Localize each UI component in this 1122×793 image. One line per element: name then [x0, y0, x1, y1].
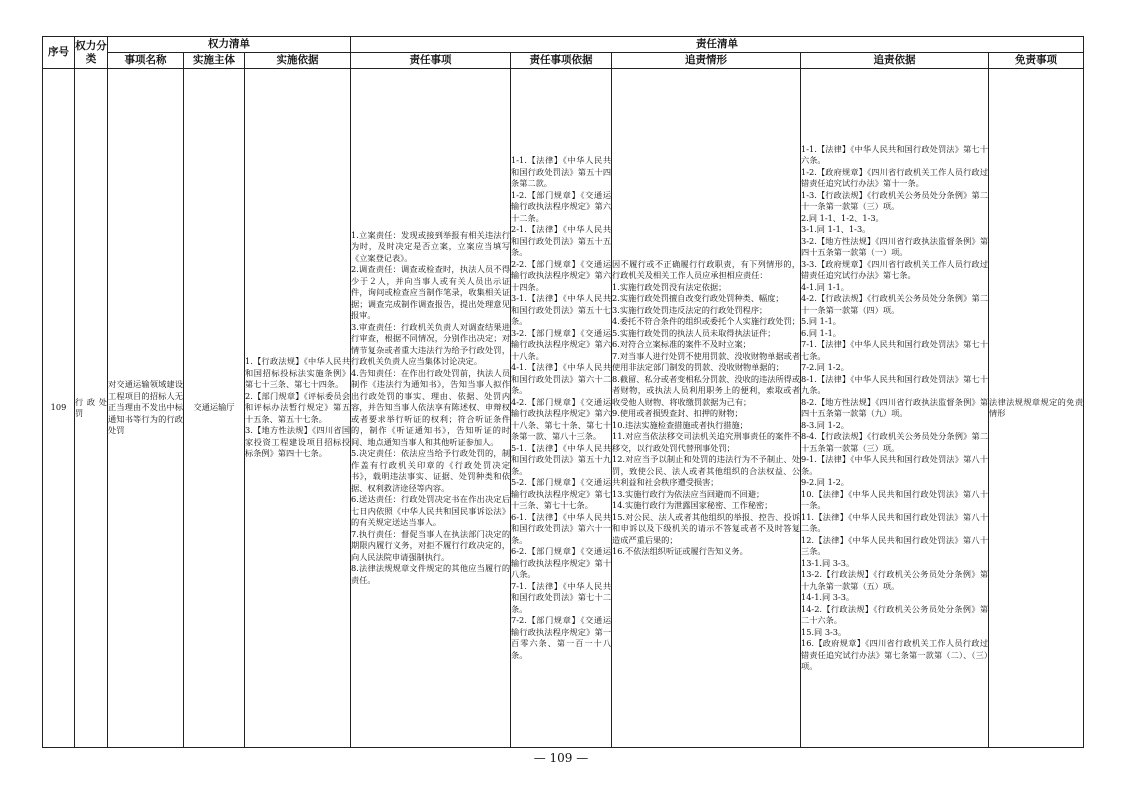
list-item: 7-2.同 1-2。: [801, 362, 849, 372]
cell-acc-basis: [801, 69, 989, 748]
list-item: 13.实施行政行为依法应当回避而不回避；: [612, 488, 765, 499]
list-item: 5-1.【法律】《中华人民共和国行政处罚法》第五十九条。: [511, 442, 612, 476]
cell-item-name: 对交通运输领域建设工程项目的招标人无正当理由不发出中标通知书等行为的行政处罚: [108, 69, 184, 748]
power-responsibility-table: [42, 36, 1084, 748]
list-item: 5.同 1-1。: [801, 316, 841, 326]
list-item: 1-3.【行政法规】《行政机关公务员处分条例》第二十一条第一款第（三）项。: [801, 189, 989, 211]
list-item: 3-1.【法律】《中华人民共和国行政处罚法》第五十七条。: [511, 293, 612, 326]
header-accountability: 追责情形: [612, 53, 801, 69]
header-row-1: [43, 37, 1084, 53]
list-item: 15.对公民、法人或者其他组织的举报、控告、投诉和申诉以及下级机关的请示不答复或者不及时答复造成严重后果的；: [612, 511, 801, 545]
list-item: 7-1.【法律】《中华人民共和国行政处罚法》第七十七条。: [801, 339, 989, 361]
header-responsibility-list: 责任清单: [351, 37, 1084, 53]
list-item: 1-2.【部门规章】《交通运输行政执法程序规定》第六十二条。: [511, 189, 612, 223]
list-item: 4.告知责任：在作出行政处罚前，执法人员制作《违法行为通知书》，告知当事人拟作出行政处罚的事实、理由、依据、处罚内容，并告知当事人依法享有陈述权、申辩权或者要求举行听证的权利；符合听证条件的，制作《听证通知书》，告知听证的时间、地点通知当事人和其他听证参加人。: [351, 367, 511, 447]
list-item: 4.委托不符合条件的组织或委托个人实施行政处罚；: [612, 316, 800, 326]
list-item: 3.审查责任：行政机关负责人对调查结果进行审查，根据不同情况，分别作出决定；对情节复杂或者重大违法行为给予行政处罚，行政机关负责人应当集体讨论决定。: [351, 321, 511, 367]
header-subject: 实施主体: [184, 53, 245, 69]
page-number: — 109 —: [533, 751, 589, 765]
list-item: 6-1.【法律】《中华人民共和国行政处罚法》第六十一条。: [511, 511, 612, 545]
list-item: 8.法律法规规章文件规定的其他应当履行的责任。: [351, 563, 511, 585]
header-power-type: 权力分类: [75, 37, 108, 69]
cell-resp-items: [351, 69, 511, 748]
header-exemption: 免责事项: [989, 53, 1084, 69]
cell-subject: 交通运输厅: [184, 69, 245, 748]
list-item: 15.同 3-3。: [801, 626, 847, 637]
list-item: 9.使用或者损毁查封、扣押的财物；: [612, 408, 743, 418]
list-item: 3-2.【部门规章】《交通运输行政执法程序规定》第六十八条。: [511, 327, 612, 361]
list-item: 因不履行或不正确履行行政职责，有下列情形的，行政机关及相关工作人员应承担相应责任：: [612, 258, 801, 280]
header-item-name: 事项名称: [108, 53, 184, 69]
list-item: 12.【法律】《中华人民共和国行政处罚法》第八十三条。: [801, 534, 989, 556]
list-item: 7.对当事人进行处罚不使用罚款、没收财物单据或者使用非法定部门制发的罚款、没收财物单据的；: [612, 350, 801, 372]
list-item: 8-2.【地方性法规】《四川省行政执法监督条例》第四十五条第一款第（九）项。: [801, 396, 989, 418]
list-item: 6.同 1-1。: [801, 327, 841, 338]
list-item: 7-2.【部门规章】《交通运输行政执法程序规定》第一百零六条、第一百一十八条。: [511, 615, 612, 660]
list-item: 8-1.【法律】《中华人民共和国行政处罚法》第七十九条。: [801, 373, 989, 395]
list-item: 1-2.【政府规章】《四川省行政机关工作人员行政过错责任追究试行办法》第十一条。: [801, 166, 989, 188]
list-item: 9-1.【法律】《中华人民共和国行政处罚法》第八十条。: [801, 454, 989, 476]
header-power-list: 权力清单: [108, 37, 351, 53]
header-seq: 序号: [43, 37, 75, 69]
list-item: 2.实施行政处罚擅自改变行政处罚种类、幅度；: [612, 293, 784, 303]
table-row: [43, 69, 1084, 748]
list-item: 16.【政府规章】《四川省行政机关工作人员行政过错责任追究试行办法》第七条第一款第（二）、（三）项。: [801, 638, 989, 671]
list-item: 13-2.【行政法规】《行政机关公务员处分条例》第十九条第一款第（五）项。: [801, 569, 989, 591]
list-item: 13-1.同 3-3。: [801, 557, 855, 568]
list-item: 8-4.【行政法规】《行政机关公务员处分条例》第二十五条第一款第（三）项。: [801, 431, 989, 453]
header-resp-items: 责任事项: [351, 53, 511, 69]
cell-power-type: 行政处罚: [75, 69, 108, 748]
list-item: 1.实施行政处罚没有法定依据；: [612, 281, 727, 292]
list-item: 4-2.【行政法规】《行政机关公务员处分条例》第二十一条第一款第（四）项。: [801, 293, 989, 315]
list-item: 2-2.【部门规章】《交通运输行政执法程序规定》第六十四条。: [511, 258, 612, 292]
cell-basis: [245, 69, 351, 748]
list-item: 2.【部门规章】《评标委员会和评标办法暂行规定》第五十五条、第五十七条。: [245, 390, 351, 424]
list-item: 14.实施行政行为泄露国家秘密、工作秘密；: [612, 500, 773, 510]
list-item: 4-2.【部门规章】《交通运输行政执法程序规定》第六十八条、第七十条、第七十条第一款、第八十三条。: [511, 396, 612, 441]
list-item: 5-2.【部门规章】《交通运输行政执法程序规定》第七十三条、第七十七条。: [511, 477, 612, 510]
list-item: 8-3.同 1-2。: [801, 419, 849, 430]
list-item: 2-1.【法律】《中华人民共和国行政处罚法》第五十五条。: [511, 224, 612, 257]
list-item: 11.【法律】《中华人民共和国行政处罚法》第八十二条。: [801, 511, 989, 533]
list-item: 3-1.同 1-1、1-3。: [801, 224, 871, 234]
list-item: 3.【地方性法规】《四川省国家投资工程建设项目招标投标条例》第四十七条。: [245, 425, 351, 459]
list-item: 7-1.【法律】《中华人民共和国行政处罚法》第七十二条。: [511, 580, 612, 614]
list-item: 2.调查责任：调查或检查时，执法人员不得少于２人，并向当事人或有关人员出示证件，询问或检查应当制作笔录，收集相关证据；调查完成制作调查报告，提出处理意见报审。: [351, 264, 511, 321]
list-item: 1.立案责任：发现或接到举报有相关违法行为时，及时决定是否立案，立案应当填写《立案登记表》。: [351, 229, 511, 263]
list-item: 5.决定责任：依法应当给予行政处罚的，制作盖有行政机关印章的《行政处罚决定书》，载明违法事实、证据、处罚种类和依据、权利救济途径等内容。: [351, 448, 511, 493]
list-item: 1-1.【法律】《中华人民共和国行政处罚法》第五十四条第二款。: [511, 155, 612, 188]
list-item: 6.送达责任：行政处罚决定书在作出决定后七日内依照《中华人民共和国民事诉讼法》的有关规定送达当事人。: [351, 494, 511, 528]
list-item: 12.对应当予以制止和处罚的违法行为不予制止、处罚，致使公民、法人或者其他组织的合法权益、公共利益和社会秩序遭受损害；: [612, 454, 801, 487]
list-item: 7.执行责任：督促当事人在执法部门决定的期限内履行义务，对拒不履行行政决定的，向人民法院申请强制执行。: [351, 528, 511, 562]
list-item: 14-1.同 3-3。: [801, 592, 855, 602]
list-item: 5.实施行政处罚的执法人员未取得执法证件；: [612, 327, 776, 338]
header-acc-basis: 追责依据: [801, 53, 989, 69]
list-item: 3.实施行政处罚违反法定的行政处罚程序；: [612, 304, 768, 315]
header-resp-basis: 责任事项依据: [511, 53, 612, 69]
list-item: 3-2.【地方性法规】《四川省行政执法监督条例》第四十五条第一款第（一）项。: [801, 235, 989, 257]
header-basis: 实施依据: [245, 53, 351, 69]
header-row-2: [43, 53, 1084, 69]
list-item: 6-2.【部门规章】《交通运输行政执法程序规定》第十八条。: [511, 546, 612, 579]
list-item: 4-1.同 1-1。: [801, 281, 849, 292]
list-item: 10.【法律】《中华人民共和国行政处罚法》第八十一条。: [801, 488, 989, 510]
list-item: 2.同 1-1、1-2、1-3。: [801, 212, 884, 223]
list-item: 8.截留、私分或者变相私分罚款、没收的违法所得或者财物，或执法人员利用职务上的便利，索取或者收受他人财物、将收缴罚款据为己有；: [612, 373, 801, 407]
list-item: 10.违法实施检查措施或者执行措施；: [612, 419, 748, 430]
list-item: 9-2.同 1-2。: [801, 477, 849, 487]
list-item: 16.不依法组织听证或履行告知义务。: [612, 546, 748, 556]
list-item: 1-1.【法律】《中华人民共和国行政处罚法》第七十六条。: [801, 143, 989, 165]
cell-resp-basis: [511, 69, 612, 748]
list-item: 6.对符合立案标准的案件不及时立案；: [612, 339, 751, 349]
list-item: 4-1.【法律】《中华人民共和国行政处罚法》第六十二条。: [511, 362, 612, 395]
cell-seq: 109: [43, 69, 75, 748]
cell-accountability: [612, 69, 801, 748]
list-item: 3-3.【政府规章】《四川省行政机关工作人员行政过错责任追究试行办法》第七条。: [801, 258, 989, 280]
cell-exemption: 法律法规规章规定的免责情形: [989, 69, 1084, 748]
list-item: 1.【行政法规】《中华人民共和国招标投标法实施条例》第七十三条、第七十四条。: [245, 356, 351, 390]
list-item: 14-2.【行政法规】《行政机关公务员处分条例》第二十六条。: [801, 603, 989, 625]
list-item: 11.对应当依法移交司法机关追究刑事责任的案件不移交，以行政处罚代替刑事处罚；: [612, 431, 801, 453]
